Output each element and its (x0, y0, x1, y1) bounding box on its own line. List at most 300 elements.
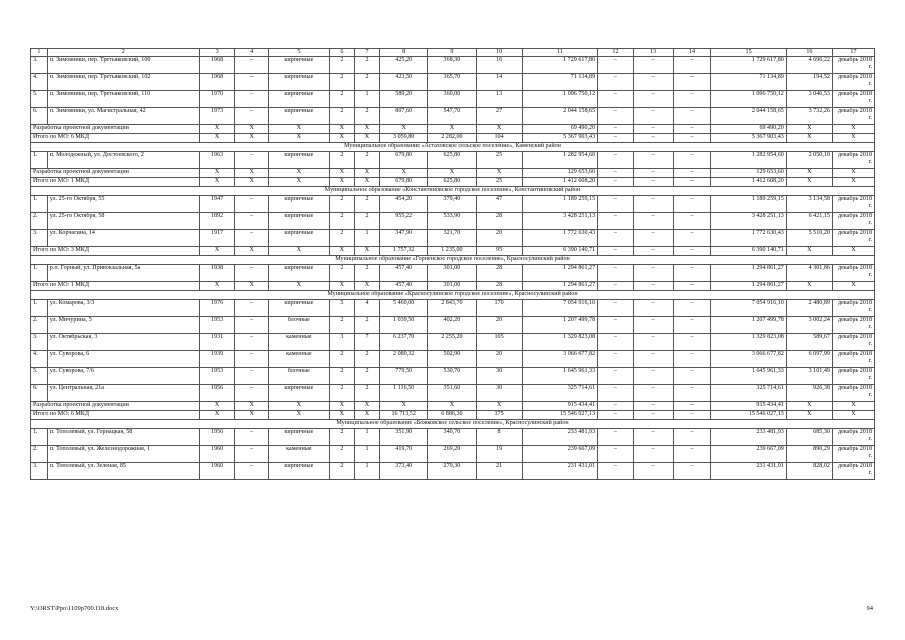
summary-row (31, 282, 875, 291)
floors-cell: 2 (329, 463, 354, 480)
row-number: 2. (31, 213, 48, 230)
entrances-cell: 2 (354, 74, 379, 91)
summary-cell: X (268, 247, 329, 256)
living-area-cell: 502,90 (428, 351, 476, 368)
unit-cost-cell: 2 050,10 (786, 152, 832, 169)
year-built-cell: 1956 (199, 429, 235, 446)
local-cost-cell: – (673, 334, 711, 351)
fund-cost-cell: – (598, 446, 634, 463)
building-row (31, 429, 875, 446)
floors-cell: 5 (329, 300, 354, 317)
row-number: 5. (31, 91, 48, 108)
entrances-cell: 2 (354, 265, 379, 282)
deadline-cell: декабрь 2018 г. (832, 108, 874, 125)
year-built-cell: 1970 (199, 91, 235, 108)
year-reconstruction-cell: – (235, 429, 269, 446)
deadline-cell: декабрь 2018 г. (832, 368, 874, 385)
address-cell: р.п. Горный, ул. Привокзальная, 5а (47, 265, 199, 282)
row-number: 2. (31, 317, 48, 334)
floors-cell: 2 (329, 152, 354, 169)
summary-cell: X (786, 402, 832, 411)
unit-cost-cell: 3 101,49 (786, 368, 832, 385)
column-number: 16 (786, 49, 832, 57)
deadline-cell: декабрь 2018 г. (832, 317, 874, 334)
summary-cell: X (199, 402, 235, 411)
residents-cell: 21 (476, 463, 522, 480)
summary-cell: X (235, 402, 269, 411)
floors-cell: 2 (329, 317, 354, 334)
owners-cost-cell: 1 207 499,78 (711, 317, 786, 334)
floors-cell: 3 (329, 334, 354, 351)
entrances-cell: 2 (354, 152, 379, 169)
year-built-cell: 1931 (199, 334, 235, 351)
deadline-cell: декабрь 2018 г. (832, 196, 874, 213)
row-number: 3. (31, 463, 48, 480)
region-cost-cell: – (633, 385, 673, 402)
column-number: 4 (235, 49, 269, 57)
local-cost-cell: – (673, 429, 711, 446)
municipality-section-row (31, 143, 875, 152)
local-cost-cell: – (673, 108, 711, 125)
total-cost-cell: 233 481,93 (522, 429, 597, 446)
living-area-cell: 301,00 (428, 265, 476, 282)
year-built-cell: 1917 (199, 230, 235, 247)
owners-cost-cell: 325 714,61 (711, 385, 786, 402)
entrances-cell: 1 (354, 463, 379, 480)
summary-cell: 16 713,52 (380, 411, 428, 420)
fund-cost-cell: – (598, 385, 634, 402)
region-cost-cell: – (633, 351, 673, 368)
address-cell: ул. Комарова, 3/3 (47, 300, 199, 317)
total-area-cell: 807,60 (380, 108, 428, 125)
summary-cell: X (235, 125, 269, 134)
municipality-title: Муниципальное образование «Константиновское городское поселение», Константиновский район (31, 187, 875, 196)
summary-cell: – (598, 247, 634, 256)
fund-cost-cell: – (598, 196, 634, 213)
summary-cell: X (786, 247, 832, 256)
total-cost-cell: 325 714,61 (522, 385, 597, 402)
summary-cell: X (354, 178, 379, 187)
building-row (31, 213, 875, 230)
summary-cell: X (786, 282, 832, 291)
fund-cost-cell: – (598, 368, 634, 385)
building-row (31, 463, 875, 480)
local-cost-cell: – (673, 213, 711, 230)
local-cost-cell: – (673, 463, 711, 480)
building-row (31, 317, 875, 334)
owners-cost-cell: 233 481,93 (711, 429, 786, 446)
region-cost-cell: – (633, 152, 673, 169)
column-number: 17 (832, 49, 874, 57)
summary-cell: X (268, 134, 329, 143)
wall-material-cell: кирпичные (268, 429, 329, 446)
owners-cost-cell: 3 428 251,13 (711, 213, 786, 230)
total-area-cell: 1 039,50 (380, 317, 428, 334)
summary-cell: X (268, 411, 329, 420)
year-reconstruction-cell: – (235, 300, 269, 317)
floors-cell: 2 (329, 385, 354, 402)
deadline-cell: декабрь 2018 г. (832, 300, 874, 317)
total-cost-cell: 231 431,01 (522, 463, 597, 480)
summary-cell: X (329, 125, 354, 134)
summary-cell: X (235, 247, 269, 256)
summary-cell: X (380, 125, 428, 134)
summary-cell: X (268, 282, 329, 291)
residents-cell: 14 (476, 74, 522, 91)
summary-cell: 1 235,00 (428, 247, 476, 256)
wall-material-cell: кирпичные (268, 463, 329, 480)
address-cell: п. Тополевый, ул. Горнацкая, 58 (47, 429, 199, 446)
summary-cell: X (832, 402, 874, 411)
summary-cell: X (329, 247, 354, 256)
summary-cell: X (199, 134, 235, 143)
residents-cell: 13 (476, 91, 522, 108)
region-cost-cell: – (633, 74, 673, 91)
summary-cell: – (598, 169, 634, 178)
entrances-cell: 7 (354, 334, 379, 351)
summary-cell: – (598, 134, 634, 143)
row-number: 3. (31, 57, 48, 74)
summary-cell: X (428, 169, 476, 178)
residents-cell: 30 (476, 385, 522, 402)
deadline-cell: декабрь 2018 г. (832, 91, 874, 108)
local-cost-cell: – (673, 230, 711, 247)
unit-cost-cell: 3 732,26 (786, 108, 832, 125)
municipality-title: Муниципальное образование «Астаховское сельское поселение», Каменский район (31, 143, 875, 152)
region-cost-cell: – (633, 108, 673, 125)
address-cell: ул. Суворова, 6 (47, 351, 199, 368)
residents-cell: 25 (476, 152, 522, 169)
fund-cost-cell: – (598, 265, 634, 282)
deadline-cell: декабрь 2018 г. (832, 57, 874, 74)
summary-cell: X (428, 402, 476, 411)
total-cost-cell: 239 667,09 (522, 446, 597, 463)
total-area-cell: 779,50 (380, 368, 428, 385)
summary-cell: – (633, 247, 673, 256)
address-cell: п. Зимовники, пер. Третьяковский, 102 (47, 74, 199, 91)
year-built-cell: 1960 (199, 446, 235, 463)
address-cell: п. Зимовники, пер. Третьяковский, 110 (47, 91, 199, 108)
summary-cell: X (476, 125, 522, 134)
building-row (31, 152, 875, 169)
summary-cell: 6 390 140,71 (522, 247, 597, 256)
fund-cost-cell: – (598, 463, 634, 480)
owners-cost-cell: 1 096 750,12 (711, 91, 786, 108)
floors-cell: 2 (329, 351, 354, 368)
wall-material-cell: каменные (268, 334, 329, 351)
document-path: Y:\ORST\Ppo\1109p700.f18.docx (30, 605, 119, 612)
living-area-cell: 365,70 (428, 74, 476, 91)
building-row (31, 265, 875, 282)
summary-cell: X (380, 169, 428, 178)
year-built-cell: 1976 (199, 300, 235, 317)
fund-cost-cell: – (598, 213, 634, 230)
living-area-cell: 547,70 (428, 108, 476, 125)
year-built-cell: 1968 (199, 74, 235, 91)
total-cost-cell: 1 189 259,15 (522, 196, 597, 213)
building-row (31, 108, 875, 125)
summary-cell: 1 412 608,20 (711, 178, 786, 187)
residents-cell: 27 (476, 108, 522, 125)
living-area-cell: 368,30 (428, 57, 476, 74)
unit-cost-cell: 685,30 (786, 429, 832, 446)
summary-cell: X (832, 169, 874, 178)
summary-cell: X (786, 125, 832, 134)
entrances-cell: 2 (354, 213, 379, 230)
deadline-cell: декабрь 2018 г. (832, 213, 874, 230)
summary-cell: 28 (476, 282, 522, 291)
fund-cost-cell: – (598, 351, 634, 368)
building-row (31, 351, 875, 368)
wall-material-cell: кирпичные (268, 265, 329, 282)
year-reconstruction-cell: – (235, 196, 269, 213)
row-number: 6. (31, 108, 48, 125)
total-area-cell: 457,40 (380, 265, 428, 282)
local-cost-cell: – (673, 385, 711, 402)
column-number: 6 (329, 49, 354, 57)
total-area-cell: 955,22 (380, 213, 428, 230)
year-built-cell: 1947 (199, 196, 235, 213)
total-area-cell: 423,50 (380, 74, 428, 91)
summary-cell: – (598, 178, 634, 187)
local-cost-cell: – (673, 265, 711, 282)
entrances-cell: 2 (354, 368, 379, 385)
summary-cell: X (199, 169, 235, 178)
year-reconstruction-cell: – (235, 74, 269, 91)
summary-cell: 5 367 903,43 (522, 134, 597, 143)
deadline-cell: декабрь 2018 г. (832, 463, 874, 480)
summary-cell: – (673, 125, 711, 134)
row-number: 1. (31, 429, 48, 446)
region-cost-cell: – (633, 463, 673, 480)
wall-material-cell: кирпичные (268, 196, 329, 213)
summary-cell: X (786, 178, 832, 187)
summary-row (31, 178, 875, 187)
local-cost-cell: – (673, 196, 711, 213)
summary-cell: X (329, 134, 354, 143)
summary-row (31, 169, 875, 178)
floors-cell: 2 (329, 74, 354, 91)
wall-material-cell: блочные (268, 317, 329, 334)
summary-cell: – (598, 411, 634, 420)
floors-cell: 2 (329, 213, 354, 230)
address-cell: п. Зимовники, пер. Третьяковский, 100 (47, 57, 199, 74)
summary-cell: X (199, 125, 235, 134)
total-cost-cell: 3 428 251,13 (522, 213, 597, 230)
summary-cell: X (268, 402, 329, 411)
year-built-cell: 1892 (199, 213, 235, 230)
summary-cell: X (354, 134, 379, 143)
address-cell: ул. 25-го Октября, 55 (47, 196, 199, 213)
summary-label: Итого по МО: 1 МКД (31, 282, 200, 291)
summary-cell: X (268, 125, 329, 134)
fund-cost-cell: – (598, 300, 634, 317)
wall-material-cell: кирпичные (268, 91, 329, 108)
year-built-cell: 1963 (199, 152, 235, 169)
summary-cell: 679,80 (380, 178, 428, 187)
summary-cell: – (673, 247, 711, 256)
floors-cell: 2 (329, 429, 354, 446)
year-reconstruction-cell: – (235, 368, 269, 385)
floors-cell: 2 (329, 230, 354, 247)
summary-cell: – (598, 402, 634, 411)
living-area-cell: 530,70 (428, 368, 476, 385)
wall-material-cell: кирпичные (268, 300, 329, 317)
total-cost-cell: 1 096 750,12 (522, 91, 597, 108)
total-cost-cell: 1 645 961,33 (522, 368, 597, 385)
living-area-cell: 269,20 (428, 446, 476, 463)
page-number: 94 (866, 605, 873, 612)
row-number: 3. (31, 230, 48, 247)
living-area-cell: 340,70 (428, 429, 476, 446)
total-area-cell: 347,90 (380, 230, 428, 247)
summary-cell: X (354, 125, 379, 134)
unit-cost-cell: 828,02 (786, 463, 832, 480)
summary-cell: X (235, 134, 269, 143)
summary-cell: X (354, 282, 379, 291)
year-reconstruction-cell: – (235, 57, 269, 74)
floors-cell: 2 (329, 446, 354, 463)
living-area-cell: 2 255,20 (428, 334, 476, 351)
region-cost-cell: – (633, 334, 673, 351)
total-area-cell: 5 460,00 (380, 300, 428, 317)
unit-cost-cell: 3 134,58 (786, 196, 832, 213)
deadline-cell: декабрь 2018 г. (832, 334, 874, 351)
entrances-cell: 2 (354, 351, 379, 368)
region-cost-cell: – (633, 300, 673, 317)
summary-cell: 301,00 (428, 282, 476, 291)
summary-cell: X (354, 411, 379, 420)
total-area-cell: 589,20 (380, 91, 428, 108)
living-area-cell: 351,60 (428, 385, 476, 402)
row-number: 1. (31, 300, 48, 317)
year-reconstruction-cell: – (235, 463, 269, 480)
unit-cost-cell: 4 696,22 (786, 57, 832, 74)
summary-cell: X (354, 402, 379, 411)
year-built-cell: 1956 (199, 385, 235, 402)
summary-row (31, 125, 875, 134)
summary-label: Итого по МО: 6 МКД (31, 411, 200, 420)
living-area-cell: 279,30 (428, 463, 476, 480)
year-built-cell: 1960 (199, 463, 235, 480)
summary-cell: 6 390 140,71 (711, 247, 786, 256)
deadline-cell: декабрь 2018 г. (832, 152, 874, 169)
region-cost-cell: – (633, 196, 673, 213)
wall-material-cell: кирпичные (268, 230, 329, 247)
fund-cost-cell: – (598, 74, 634, 91)
unit-cost-cell: 2 480,89 (786, 300, 832, 317)
summary-cell: X (428, 125, 476, 134)
entrances-cell: 1 (354, 230, 379, 247)
unit-cost-cell: 3 046,53 (786, 91, 832, 108)
summary-row (31, 411, 875, 420)
residents-cell: 47 (476, 196, 522, 213)
wall-material-cell: кирпичные (268, 213, 329, 230)
deadline-cell: декабрь 2018 г. (832, 74, 874, 91)
unit-cost-cell: 194,52 (786, 74, 832, 91)
building-row (31, 334, 875, 351)
deadline-cell: декабрь 2018 г. (832, 385, 874, 402)
residents-cell: 20 (476, 351, 522, 368)
deadline-cell: декабрь 2018 г. (832, 230, 874, 247)
summary-cell: X (199, 178, 235, 187)
year-reconstruction-cell: – (235, 446, 269, 463)
column-number: 14 (673, 49, 711, 57)
summary-cell: 69 490,20 (522, 125, 597, 134)
entrances-cell: 2 (354, 108, 379, 125)
address-cell: ул. Центральная, 21а (47, 385, 199, 402)
year-reconstruction-cell: – (235, 213, 269, 230)
total-area-cell: 425,20 (380, 57, 428, 74)
column-number-row (31, 49, 875, 57)
summary-cell: X (832, 125, 874, 134)
year-built-cell: 1968 (199, 57, 235, 74)
summary-cell: X (476, 402, 522, 411)
region-cost-cell: – (633, 446, 673, 463)
total-area-cell: 373,40 (380, 463, 428, 480)
year-reconstruction-cell: – (235, 317, 269, 334)
living-area-cell: 360,00 (428, 91, 476, 108)
summary-cell: X (235, 411, 269, 420)
total-area-cell: 679,80 (380, 152, 428, 169)
total-cost-cell: 71 134,89 (522, 74, 597, 91)
summary-cell: X (235, 178, 269, 187)
summary-cell: X (380, 402, 428, 411)
register-table (30, 48, 875, 480)
unit-cost-cell: 6 097,99 (786, 351, 832, 368)
summary-label: Разработка проектной документации (31, 402, 200, 411)
summary-cell: 25 (476, 178, 522, 187)
owners-cost-cell: 1 189 259,15 (711, 196, 786, 213)
unit-cost-cell: 890,29 (786, 446, 832, 463)
total-area-cell: 1 116,50 (380, 385, 428, 402)
owners-cost-cell: 1 294 861,27 (711, 265, 786, 282)
entrances-cell: 2 (354, 57, 379, 74)
summary-cell: X (329, 282, 354, 291)
summary-cell: – (633, 282, 673, 291)
summary-label: Итого по МО: 3 МКД (31, 247, 200, 256)
municipality-section-row (31, 187, 875, 196)
municipality-title: Муниципальное образование «Горненское городское поселение», Красносулинский район (31, 256, 875, 265)
column-number: 9 (428, 49, 476, 57)
fund-cost-cell: – (598, 230, 634, 247)
summary-cell: – (633, 125, 673, 134)
year-reconstruction-cell: – (235, 265, 269, 282)
floors-cell: 2 (329, 265, 354, 282)
region-cost-cell: – (633, 57, 673, 74)
deadline-cell: декабрь 2018 г. (832, 351, 874, 368)
local-cost-cell: – (673, 57, 711, 74)
summary-cell: X (832, 411, 874, 420)
municipality-section-row (31, 291, 875, 300)
summary-label: Итого по МО: 1 МКД (31, 178, 200, 187)
entrances-cell: 2 (354, 317, 379, 334)
address-cell: ул. Корчагина, 14 (47, 230, 199, 247)
summary-cell: X (329, 402, 354, 411)
total-cost-cell: 7 054 916,10 (522, 300, 597, 317)
floors-cell: 2 (329, 91, 354, 108)
wall-material-cell: кирпичные (268, 108, 329, 125)
column-number: 11 (522, 49, 597, 57)
summary-cell: – (598, 125, 634, 134)
fund-cost-cell: – (598, 317, 634, 334)
building-row (31, 300, 875, 317)
year-built-cell: 1939 (199, 351, 235, 368)
column-number: 2 (47, 49, 199, 57)
summary-cell: X (199, 247, 235, 256)
summary-cell: X (268, 169, 329, 178)
total-cost-cell: 1 329 823,08 (522, 334, 597, 351)
